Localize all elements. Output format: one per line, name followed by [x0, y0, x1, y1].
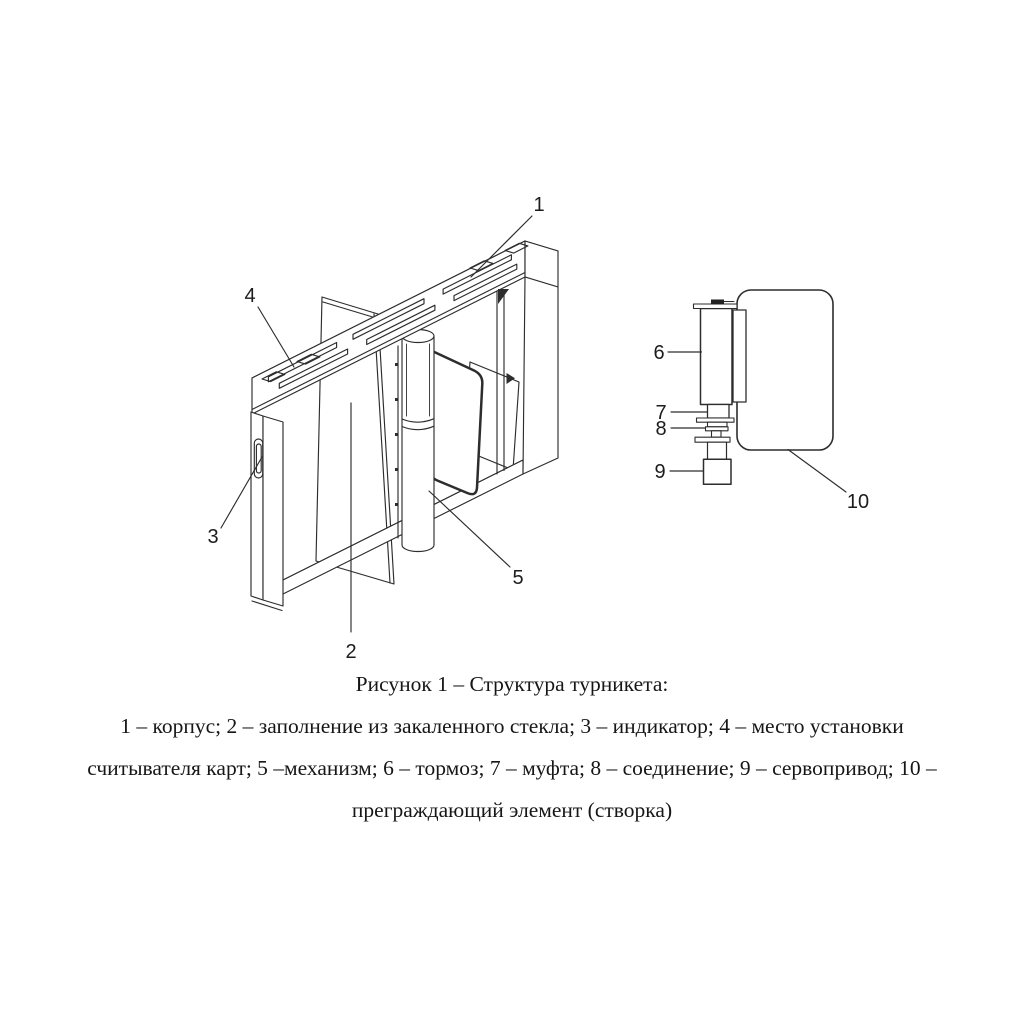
callout-4: 4: [244, 285, 256, 307]
callout-3: 3: [207, 526, 219, 548]
figure-legend-line-3: преграждающий элемент (створка): [351, 798, 673, 822]
callout-2: 2: [345, 641, 357, 663]
callout-8: 8: [655, 418, 667, 440]
main-turnstile-drawing: [207, 194, 558, 663]
figure-legend-line-1: 1 – корпус; 2 – заполнение из закаленного стекла; 3 – индикатор; 4 – место установки: [120, 714, 904, 738]
detail-flap: [737, 290, 833, 450]
left-end-column: [251, 412, 283, 611]
callout-5: 5: [512, 567, 524, 589]
barrier-flap: [429, 351, 482, 494]
servo-drive: [695, 437, 731, 484]
callout-7: 7: [655, 402, 667, 424]
callout-10: 10: [846, 491, 870, 513]
figure-caption: Рисунок 1 – Структура турникета:: [355, 672, 669, 696]
drive-unit-detail-drawing: [653, 290, 869, 513]
figure-caption-block: [0, 663, 1024, 831]
figure-legend-line-2: считывателя карт; 5 –механизм; 6 – тормоз; 7 – муфта; 8 – соединение; 9 – сервопривод; 10 –: [87, 756, 937, 780]
flap-clamp: [733, 310, 746, 402]
brake-cap: [711, 300, 724, 305]
callout-6: 6: [653, 342, 665, 364]
callout-1: 1: [533, 194, 545, 216]
coupling: [708, 405, 730, 419]
mechanism-column: [395, 330, 434, 552]
callout-9: 9: [654, 461, 666, 483]
